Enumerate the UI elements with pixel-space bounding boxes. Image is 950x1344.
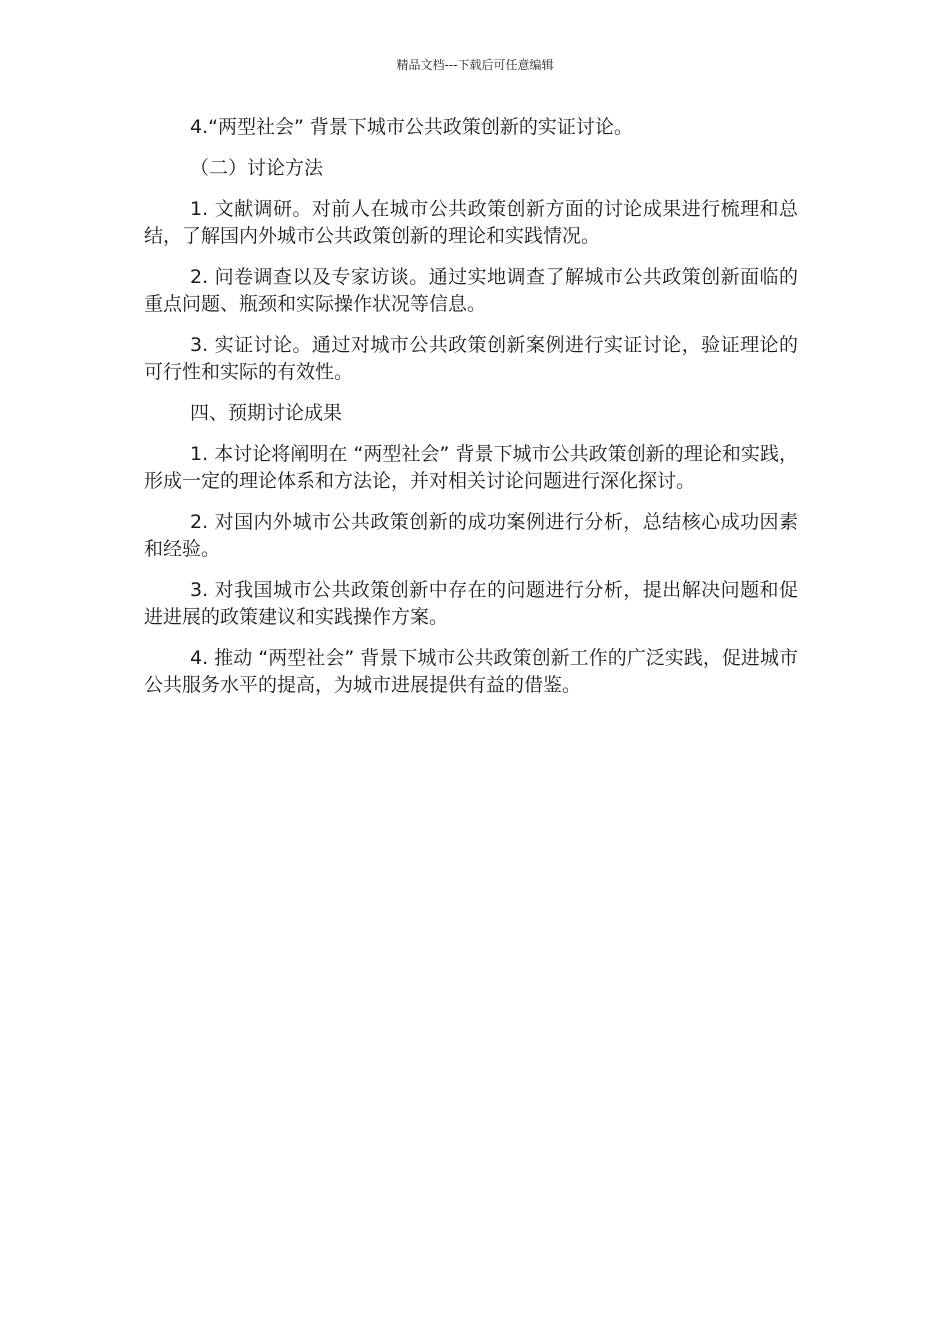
section-heading-methods: （二）讨论方法 [190, 157, 324, 179]
paragraph-result-1: 1. 本讨论将阐明在 “两型社会” 背景下城市公共政策创新的理论和实践，形成一定的理论体系和方法论，并对相关讨论问题进行深化探讨。 [144, 443, 798, 492]
paragraph-result-2: 2. 对国内外城市公共政策创新的成功案例进行分析，总结核心成功因素和经验。 [144, 511, 798, 560]
paragraph-research-item-4: 4.“两型社会” 背景下城市公共政策创新的实证讨论。 [190, 116, 633, 138]
document-body [144, 114, 798, 713]
page-header: 精品文档---下载后可任意编辑 [396, 58, 554, 72]
section-heading-expected-results: 四、预期讨论成果 [190, 402, 343, 424]
paragraph-method-literature: 1. 文献调研。对前人在城市公共政策创新方面的讨论成果进行梳理和总结，了解国内外城市公共政策创新的理论和实践情况。 [144, 198, 798, 247]
paragraph-result-3: 3. 对我国城市公共政策创新中存在的问题进行分析，提出解决问题和促进进展的政策建议和实践操作方案。 [144, 579, 798, 628]
paragraph-method-empirical: 3. 实证讨论。通过对城市公共政策创新案例进行实证讨论，验证理论的可行性和实际的有效性。 [144, 334, 798, 383]
paragraph-result-4: 4. 推动 “两型社会” 背景下城市公共政策创新工作的广泛实践，促进城市公共服务水平的提高，为城市进展提供有益的借鉴。 [144, 647, 798, 696]
paragraph-method-survey: 2. 问卷调查以及专家访谈。通过实地调查了解城市公共政策创新面临的重点问题、瓶颈和实际操作状况等信息。 [144, 266, 798, 315]
